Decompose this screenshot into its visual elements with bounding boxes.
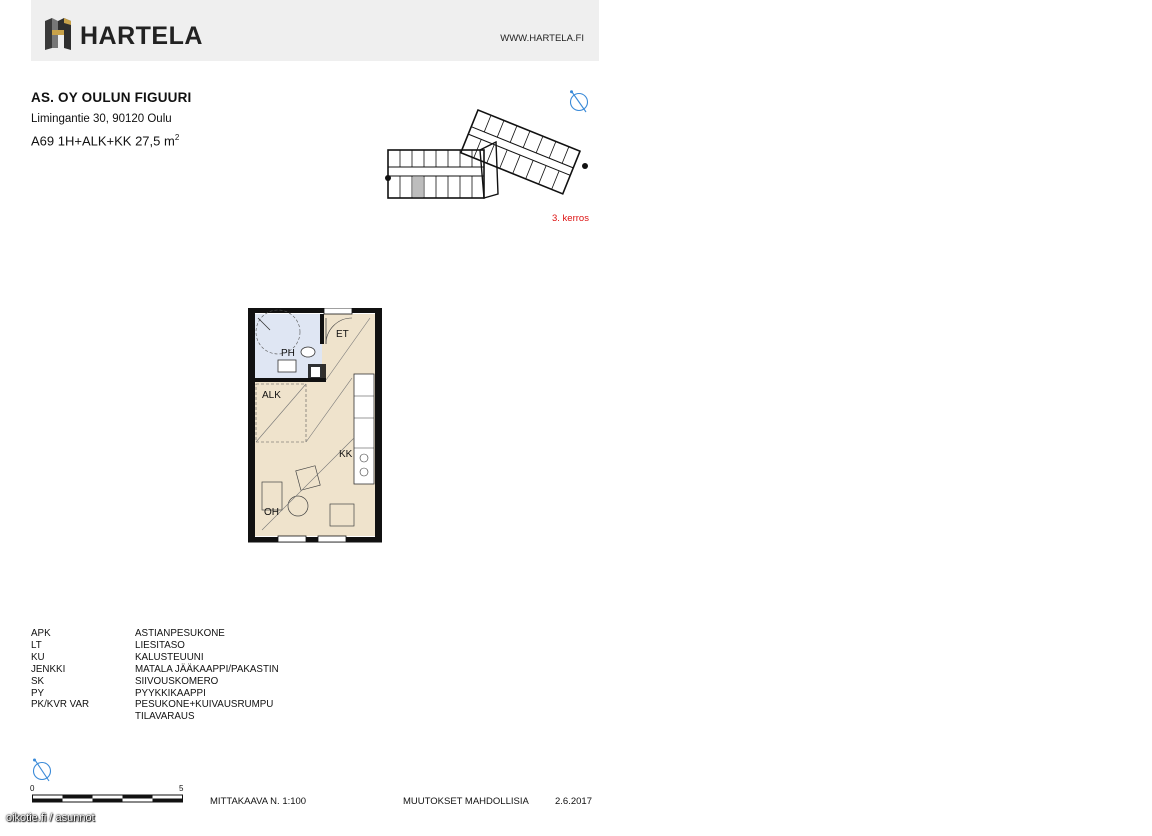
abbreviation-legend xyxy=(31,628,279,723)
room-label-kitchen: KK xyxy=(339,449,353,460)
changes-note: MUUTOKSET MAHDOLLISIA xyxy=(403,796,529,807)
project-name: AS. OY OULUN FIGUURI xyxy=(31,90,192,105)
legend-row xyxy=(31,640,279,652)
legend-desc: PESUKONE+KUIVAUSRUMPU xyxy=(135,699,274,711)
legend-abbr: PK/KVR VAR xyxy=(31,699,90,711)
legend-row xyxy=(31,676,279,688)
north-arrow-icon xyxy=(30,758,54,782)
legend-abbr: JENKKI xyxy=(31,663,66,675)
area-unit-exponent: 2 xyxy=(174,133,180,142)
legend-row xyxy=(31,699,279,711)
building-key-plan xyxy=(380,104,592,204)
apartment-info xyxy=(31,133,179,148)
brand-logo xyxy=(42,17,203,56)
legend-desc: MATALA JÄÄKAAPPI/PAKASTIN xyxy=(135,663,279,675)
legend-desc: ASTIANPESUKONE xyxy=(135,628,225,639)
legend-abbr: APK xyxy=(31,628,51,639)
legend-abbr: KU xyxy=(31,651,45,663)
hartela-logo-icon xyxy=(42,17,74,56)
legend-row xyxy=(31,652,279,664)
room-label-entry: ET xyxy=(336,329,349,340)
legend-row xyxy=(31,688,279,700)
legend-desc: SIIVOUSKOMERO xyxy=(135,675,219,687)
project-address: Limingantie 30, 90120 Oulu xyxy=(31,113,172,125)
scale-bar-start: 0 xyxy=(30,784,35,793)
legend-abbr: SK xyxy=(31,675,45,687)
brand-name: HARTELA xyxy=(80,22,203,50)
watermark: oikotie.fi / asunnot xyxy=(6,812,95,824)
legend-desc: PYYKKIKAAPPI xyxy=(135,687,206,699)
room-label-bathroom: PH xyxy=(281,348,295,359)
floor-label: 3. kerros xyxy=(552,213,589,224)
room-label-living: OH xyxy=(264,507,279,518)
legend-abbr: LT xyxy=(31,639,42,651)
legend-desc: LIESITASO xyxy=(135,639,185,651)
legend-row xyxy=(31,628,279,640)
legend-desc: TILAVARAUS xyxy=(135,711,195,723)
legend-desc: KALUSTEUUNI xyxy=(135,651,204,663)
scale-note: MITTAKAAVA N. 1:100 xyxy=(210,796,307,807)
legend-abbr: PY xyxy=(31,687,45,699)
scale-bar xyxy=(32,794,184,804)
document-date: 2.6.2017 xyxy=(555,796,592,807)
legend-abbr xyxy=(31,711,135,723)
scale-bar-end: 5 xyxy=(179,784,184,793)
legend-row xyxy=(31,711,279,723)
apartment-type-area: A69 1H+ALK+KK 27,5 m xyxy=(31,133,175,149)
legend-row xyxy=(31,664,279,676)
highlighted-apartment xyxy=(413,177,423,197)
room-label-alcove: ALK xyxy=(262,390,281,401)
website-link[interactable]: WWW.HARTELA.FI xyxy=(500,33,584,44)
